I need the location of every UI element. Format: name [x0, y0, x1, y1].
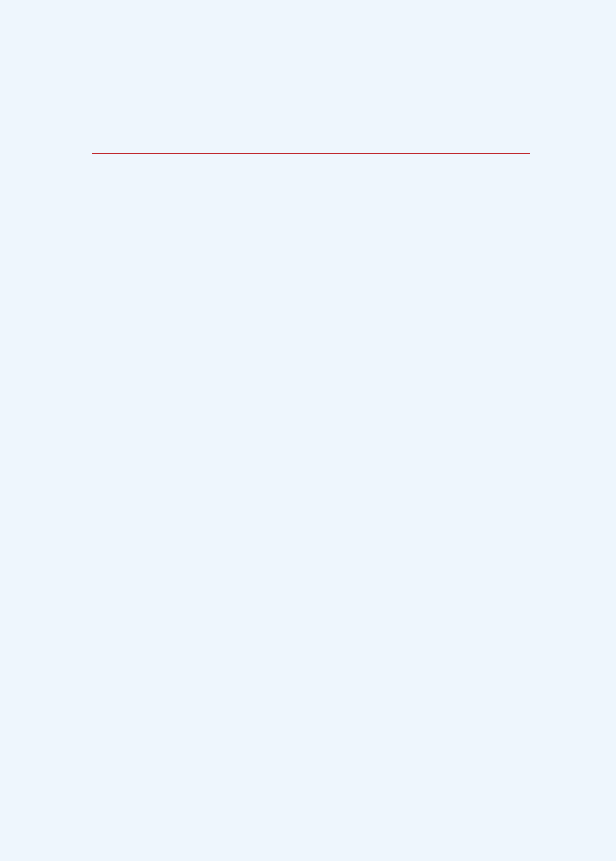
running-header	[92, 130, 530, 154]
header-rule	[92, 153, 530, 154]
